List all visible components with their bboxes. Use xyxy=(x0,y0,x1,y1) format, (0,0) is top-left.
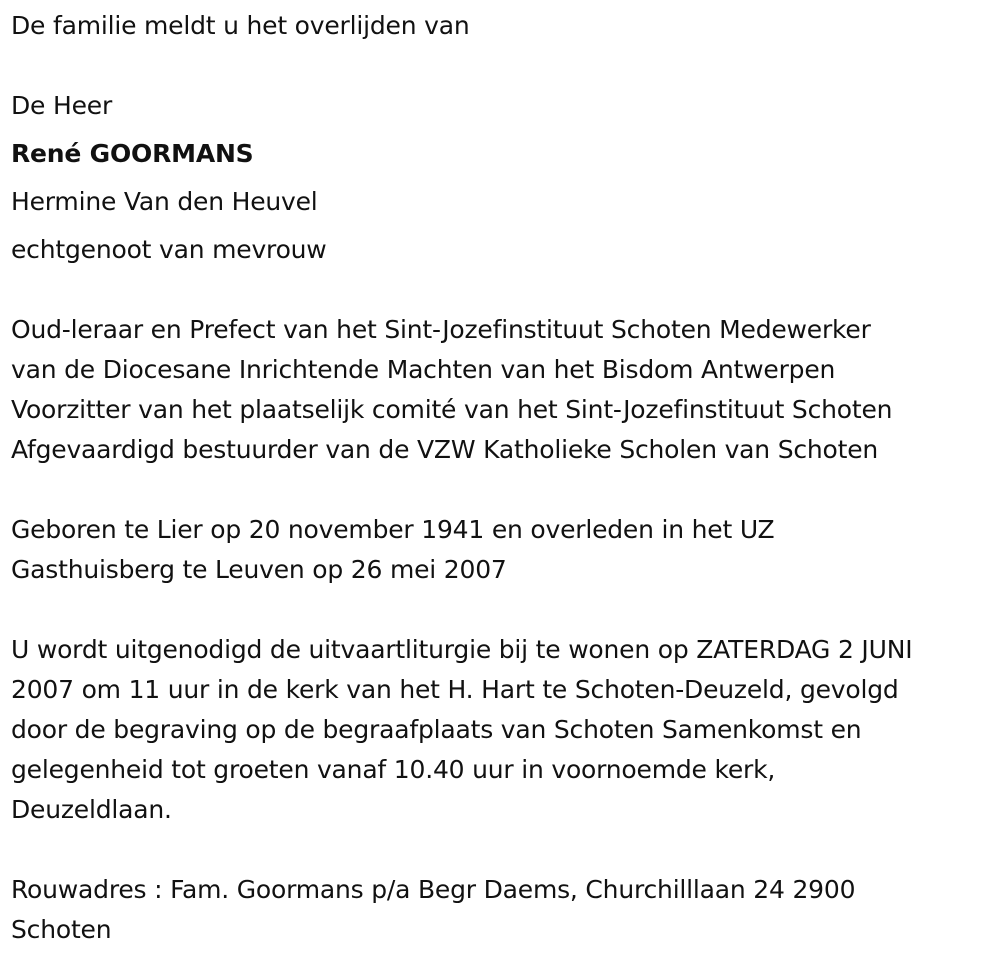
birth-death-line: Gasthuisberg te Leuven op 26 mei 2007 xyxy=(11,555,507,584)
salutation: De Heer xyxy=(11,91,113,120)
career-line: Afgevaardigd bestuurder van de VZW Katholieke Scholen van Schoten xyxy=(11,435,879,464)
birth-death-line: Geboren te Lier op 20 november 1941 en overleden in het UZ xyxy=(11,515,775,544)
career-line: Oud-leraar en Prefect van het Sint-Jozefinstituut Schoten Medewerker xyxy=(11,315,871,344)
funeral-line: 2007 om 11 uur in de kerk van het H. Hart te Schoten-Deuzeld, gevolgd xyxy=(11,675,899,704)
address-line: Rouwadres : Fam. Goormans p/a Begr Daems, Churchilllaan 24 2900 xyxy=(11,875,856,904)
address-line: Schoten xyxy=(11,915,112,944)
career-line: van de Diocesane Inrichtende Machten van het Bisdom Antwerpen xyxy=(11,355,836,384)
funeral-line: door de begraving op de begraafplaats van Schoten Samenkomst en xyxy=(11,715,862,744)
funeral-line: U wordt uitgenodigd de uitvaartliturgie bij te wonen op ZATERDAG 2 JUNI xyxy=(11,635,913,664)
deceased-name: René GOORMANS xyxy=(11,139,254,168)
intro-text: De familie meldt u het overlijden van xyxy=(11,11,470,40)
career-line: Voorzitter van het plaatselijk comité van het Sint-Jozefinstituut Schoten xyxy=(11,395,893,424)
funeral-line: Deuzeldlaan. xyxy=(11,795,172,824)
spouse-name: Hermine Van den Heuvel xyxy=(11,187,318,216)
funeral-line: gelegenheid tot groeten vanaf 10.40 uur in voornoemde kerk, xyxy=(11,755,776,784)
spouse-relation: echtgenoot van mevrouw xyxy=(11,235,327,264)
